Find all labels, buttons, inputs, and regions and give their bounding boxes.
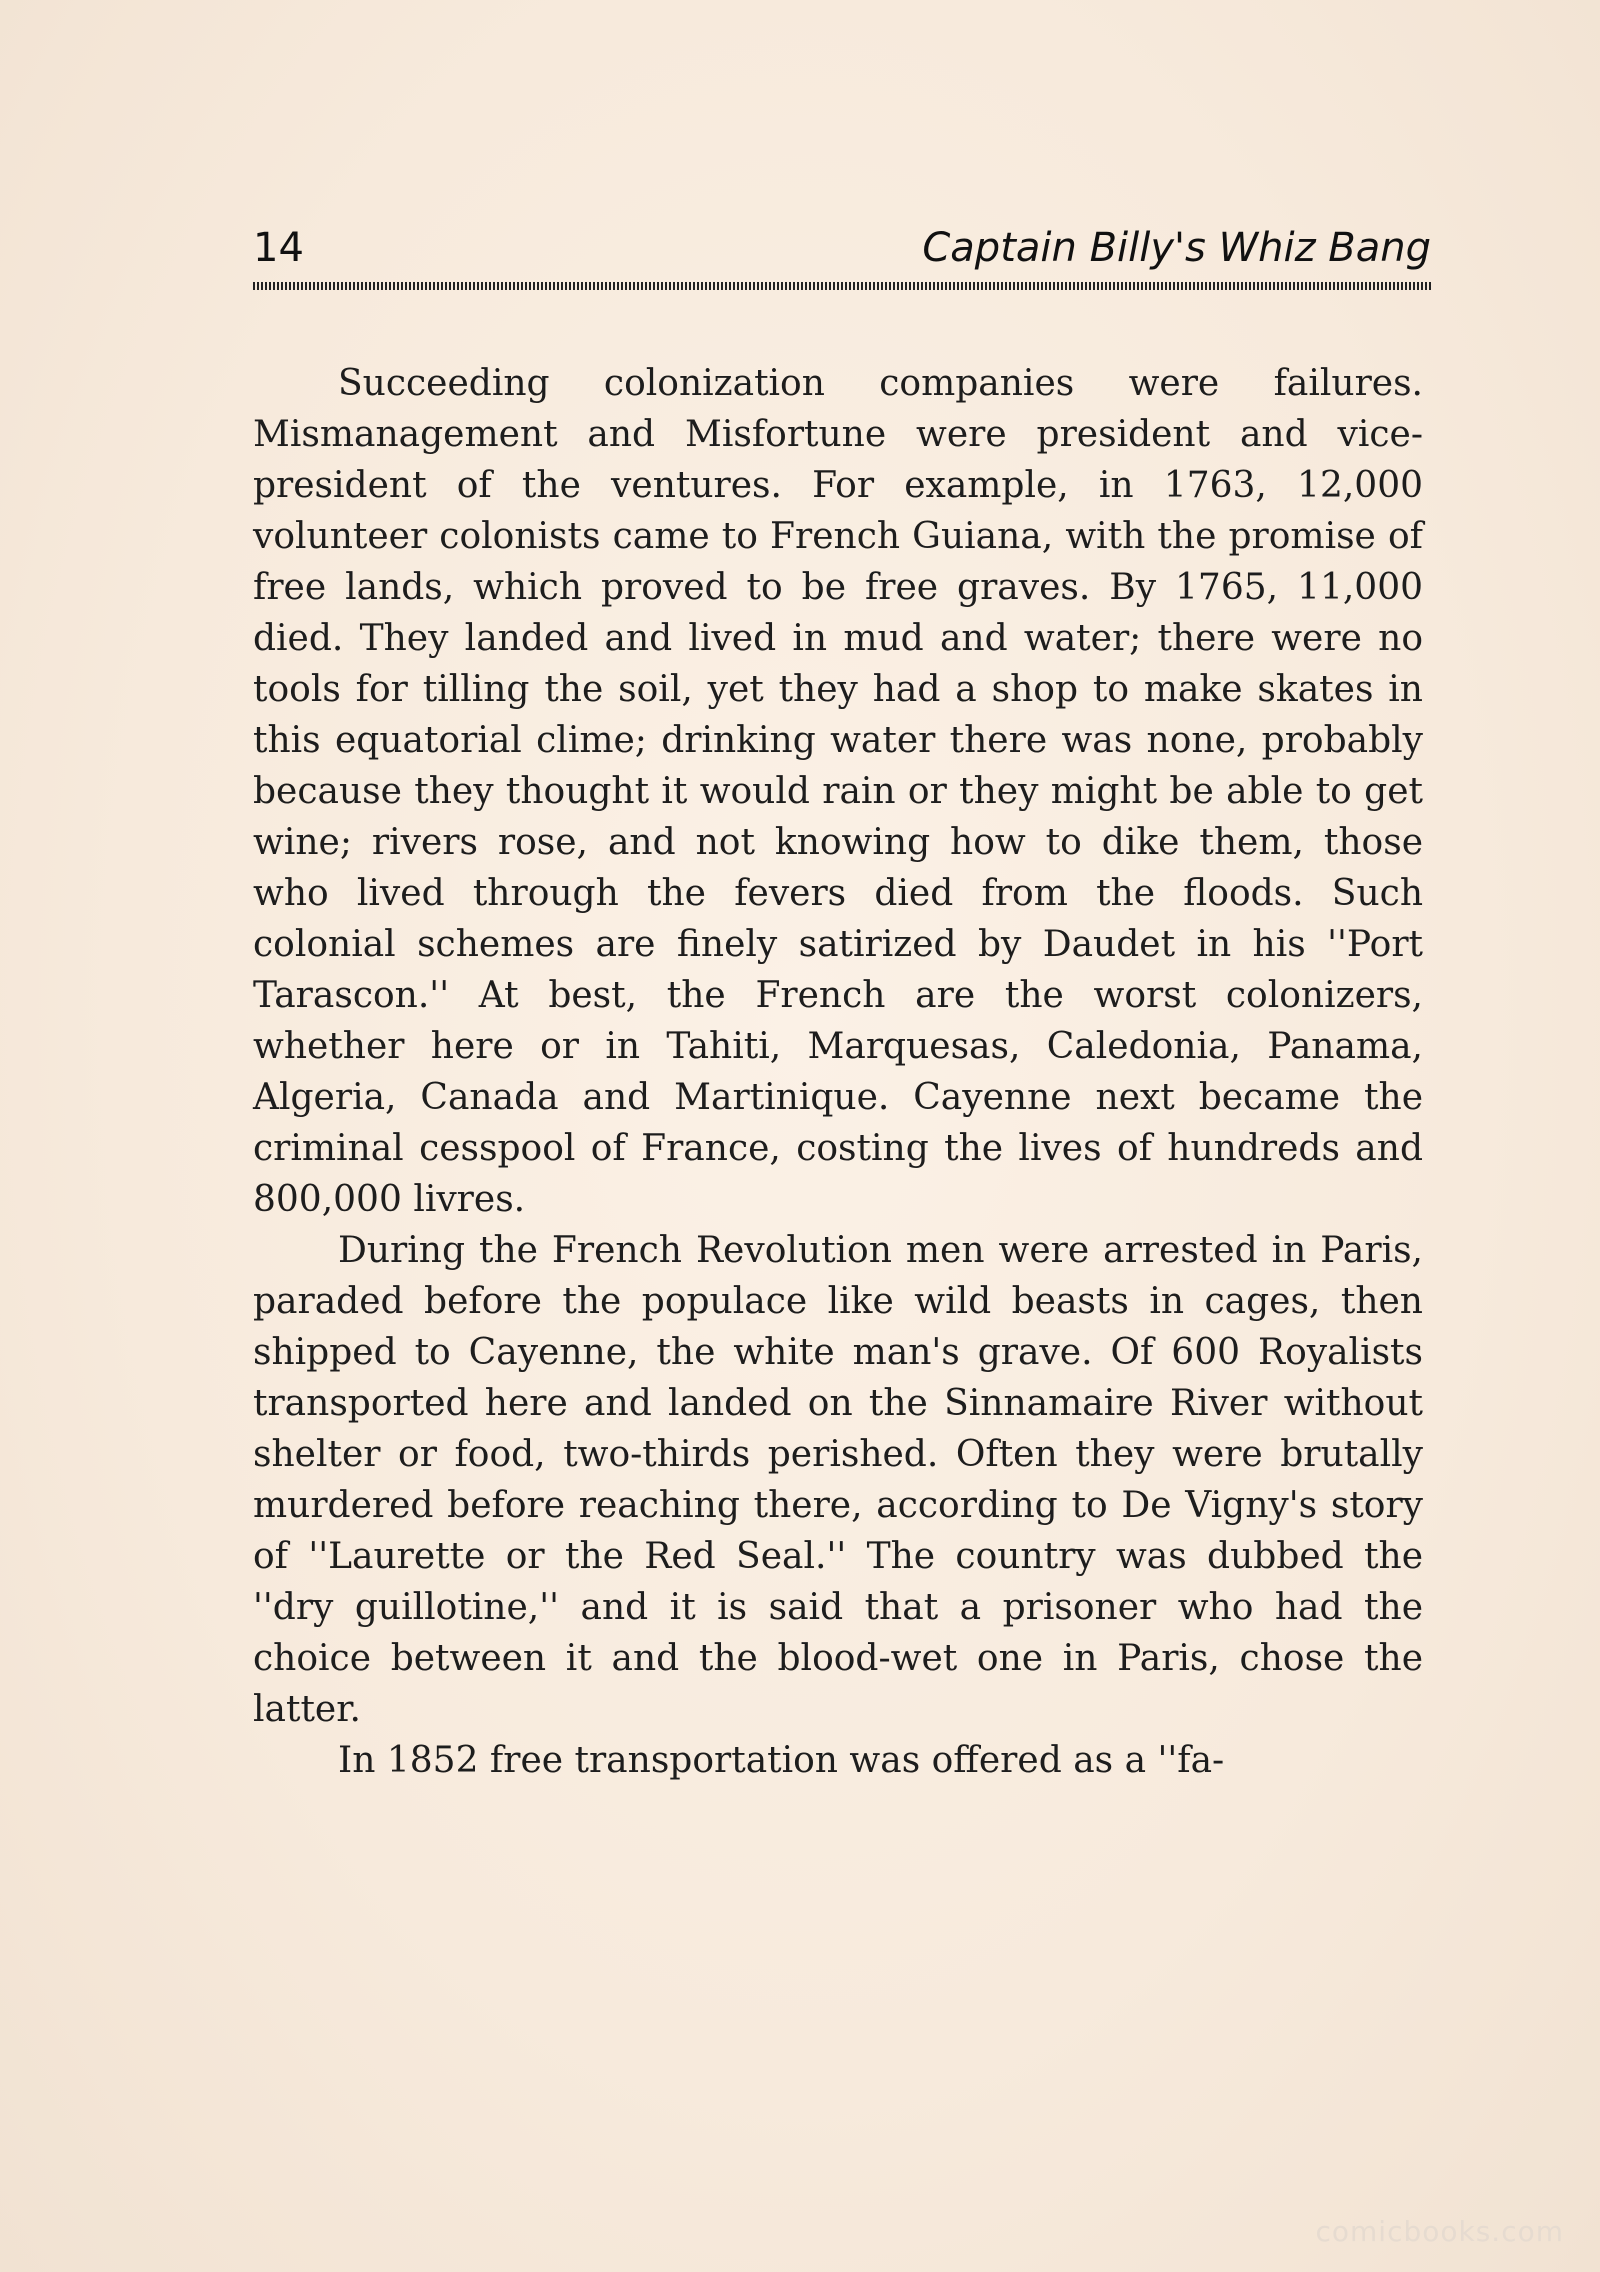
paragraph: In 1852 free transportation was offered as a ''fa- xyxy=(338,1740,1225,1781)
watermark: comicbooks.com xyxy=(1315,2215,1564,2248)
paragraph: Succeeding colonization companies were failures. Mismanagement and Misfortune were president and vice-president of the ventures. For example, in 1763, 12,000 volunteer colonists came to French Guiana, with the promise of free lands, which proved to be free graves. By 1765, 11,000 died. They landed and lived in mud and water; there were no tools for tilling the soil, yet they had a shop to make skates in this equatorial clime; drinking water there was none, probably because they thought it would rain or they might be able to get wine; rivers rose, and not knowing how to dike them, those who lived through the fevers died from the floods. Such colonial schemes are finely satirized by Daudet in his ''Port Tarascon.'' At best, the French are the worst colonizers, whether here or in Tahiti, Marquesas, Caledonia, Panama, Algeria, Canada and Martinique. Cayenne next became the criminal cesspool of France, costing the lives of hundreds and 800,000 livres. xyxy=(253,363,1423,1220)
running-title: Captain Billy's Whiz Bang xyxy=(922,225,1431,271)
page-number: 14 xyxy=(253,225,304,271)
header-rule xyxy=(253,282,1431,290)
paragraph: During the French Revolution men were arrested in Paris, paraded before the populace like wild beasts in cages, then shipped to Cayenne, the white man's grave. Of 600 Royalists transported here and landed on the Sinnamaire River without shelter or food, two-thirds perished. Often they were brutally murdered before reaching there, according to De Vigny's story of ''Laurette or the Red Seal.'' The country was dubbed the ''dry guillotine,'' and it is said that a prisoner who had the choice between it and the blood-wet one in Paris, chose the latter. xyxy=(253,1230,1423,1730)
page-header xyxy=(253,225,1431,271)
body-text xyxy=(253,358,1423,1786)
